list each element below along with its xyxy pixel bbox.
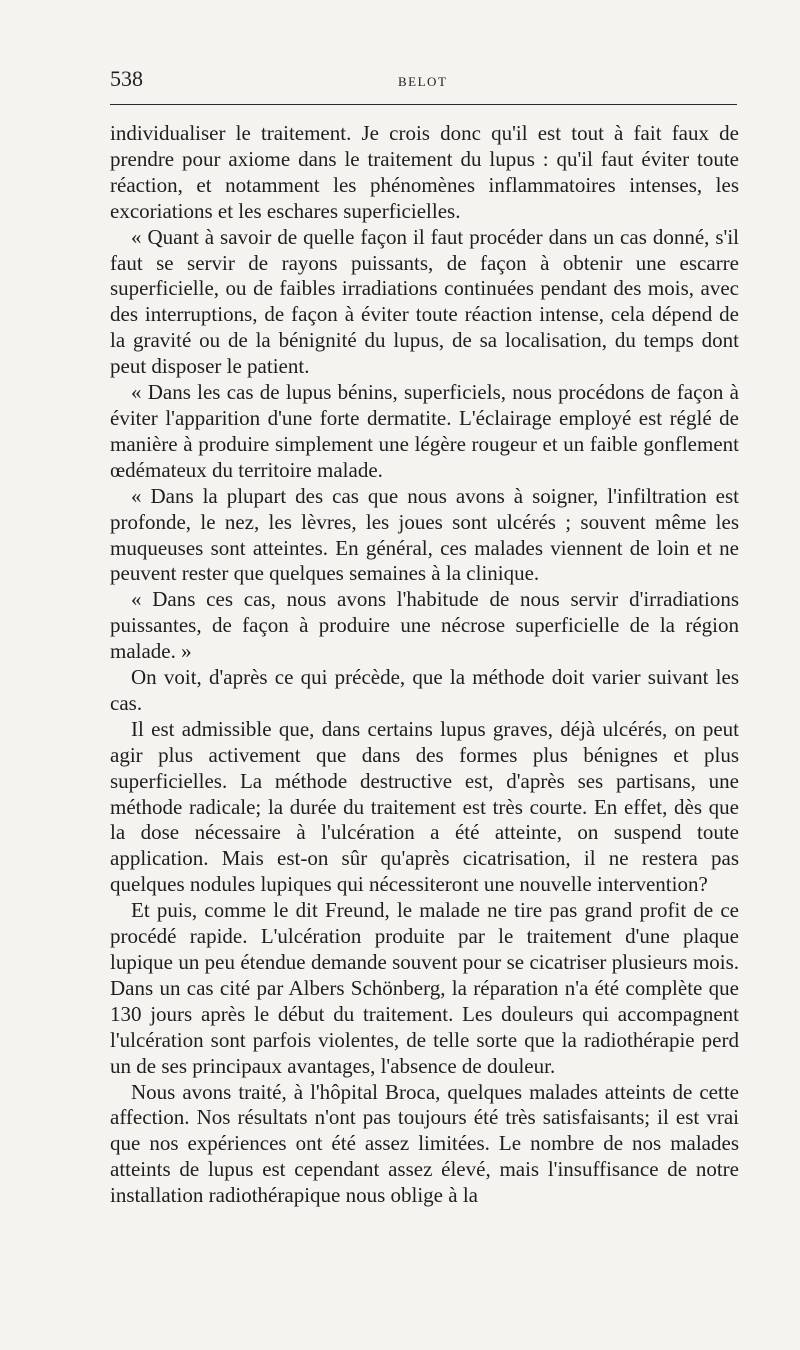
paragraph: « Dans la plupart des cas que nous avons à soigner, l'infiltration est profonde, le nez, les lèvres, les joues sont ulcérés ; souvent même les muqueuses sont atteintes. En général, ces malades viennent de loin et ne peuvent rester que quelques semaines à la clinique. <box>110 483 739 586</box>
running-head: BELOT <box>398 74 448 89</box>
paragraph: individualiser le traitement. Je crois donc qu'il est tout à fait faux de prendre pour axiome dans le traitement du lupus : qu'il faut éviter toute réaction, et notamment les phénomènes inflammatoires intenses, les excoriations et les eschares superficielles. <box>110 121 739 223</box>
paragraph: Il est admissible que, dans certains lupus graves, déjà ulcérés, on peut agir plus activement que dans des formes plus bénignes et plus superficielles. La méthode destructive est, d'après ses partisans, une méthode radicale; la durée du traitement est très courte. En effet, dès que la dose nécessaire à l'ulcération a été atteinte, on suspend toute application. Mais est-on sûr qu'après cicatrisation, il ne restera pas quelques nodules lupiques qui nécessiteront une nouvelle intervention? <box>110 716 739 897</box>
body-text <box>110 121 739 1209</box>
paragraph: On voit, d'après ce qui précède, que la méthode doit varier suivant les cas. <box>110 665 739 715</box>
paragraph: Nous avons traité, à l'hôpital Broca, quelques malades atteints de cette affection. Nos résultats n'ont pas toujours été très satisfaisants; il est vrai que nos expériences ont été assez limitées. Le nombre de nos malades atteints de lupus est cependant assez élevé, mais l'insuffisance de notre installation radiothérapique nous oblige à la <box>110 1079 739 1208</box>
page-header <box>110 66 737 96</box>
paragraph: « Dans les cas de lupus bénins, superficiels, nous procédons de façon à éviter l'apparition d'une forte dermatite. L'éclairage employé est réglé de manière à produire simplement une légère rougeur et un faible gonflement œdémateux du territoire malade. <box>110 380 739 482</box>
paragraph: « Quant à savoir de quelle façon il faut procéder dans un cas donné, s'il faut se servir de rayons puissants, de façon à obtenir une escarre superficielle, ou de faibles irradiations continuées pendant des mois, avec des interruptions, de façon à éviter toute réaction intense, cela dépend de la gravité ou de la bénignité du lupus, de sa localisation, du temps dont peut disposer le patient. <box>110 224 739 379</box>
header-rule <box>110 104 737 105</box>
page-number: 538 <box>110 66 143 91</box>
paragraph: Et puis, comme le dit Freund, le malade ne tire pas grand profit de ce procédé rapide. L'ulcération produite par le traitement d'une plaque lupique un peu étendue demande souvent pour se cicatriser plusieurs mois. Dans un cas cité par Albers Schönberg, la réparation n'a été complète que 130 jours après le début du traitement. Les douleurs qui accompagnent l'ulcération sont parfois violentes, de telle sorte que la radiothérapie perd un de ses principaux avantages, l'absence de douleur. <box>110 898 739 1078</box>
paragraph: « Dans ces cas, nous avons l'habitude de nous servir d'irradiations puissantes, de façon à produire une nécrose superficielle de la région malade. » <box>110 587 739 664</box>
